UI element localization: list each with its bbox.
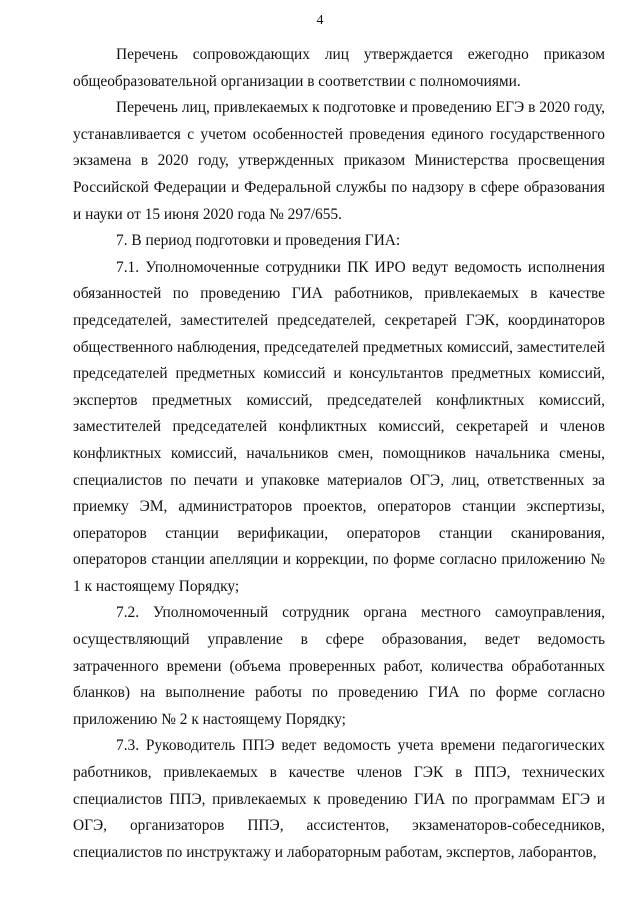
paragraph-section-7: 7. В период подготовки и проведения ГИА: — [116, 232, 401, 250]
paragraph-ege-2020: Перечень лиц, привлекаемых к подготовке и проведению ЕГЭ в 2020 году, устанавливается с учетом особенностей проведения единого государственного экзамена в 2020 году, утвержденных приказом Министерства просвещения Российской Федерации и Федеральной службы по надзору в сфере образования и науки от 15 июня 2020 года № 297/655. — [73, 99, 605, 223]
paragraph-7-3: 7.3. Руководитель ППЭ ведет ведомость учета времени педагогических работников, привлекаемых в качестве членов ГЭК в ППЭ, технических специалистов ППЭ, привлекаемых к проведению ГИА по программам ЕГЭ и ОГЭ, организаторов ППЭ, ассистентов, экзаменаторов-собеседников, специалистов по инструктажу и лабораторным работам, экспертов, лаборантов, — [73, 737, 605, 861]
paragraph-7-1: 7.1. Уполномоченные сотрудники ПК ИРО ведут ведомость исполнения обязанностей по проведению ГИА работников, привлекаемых в качестве председателей, заместителей председателей, секретарей ГЭК, координаторов общественного наблюдения, председателей предметных комиссий, заместителей председателей предметных комиссий и консультантов предметных комиссий, экспертов предметных комиссий, председателей конфликтных комиссий, заместителей председателей конфликтных комиссий, секретарей и членов конфликтных комиссий, начальников смен, помощников начальника смены, специалистов по печати и упаковке материалов ОГЭ, лиц, ответственных за приемку ЭМ, администраторов проектов, операторов станции экспертизы, операторов станции верификации, операторов станции сканирования, операторов станции апелляции и коррекции, по форме согласно приложению № 1 к настоящему Порядку; — [73, 258, 605, 595]
page-number: 4 — [316, 13, 324, 28]
paragraph-7-2: 7.2. Уполномоченный сотрудник органа местного самоуправления, осуществляющий управление в сфере образования, ведет ведомость затраченного времени (объема проверенных работ, количества обработанных бланков) на выполнение работы по проведению ГИА по форме согласно приложению № 2 к настоящему Порядку; — [73, 604, 605, 728]
document-body — [73, 42, 605, 866]
paragraph-escort-list: Перечень сопровождающих лиц утверждается ежегодно приказом общеобразовательной организации в соответствии с полномочиями. — [73, 46, 605, 90]
